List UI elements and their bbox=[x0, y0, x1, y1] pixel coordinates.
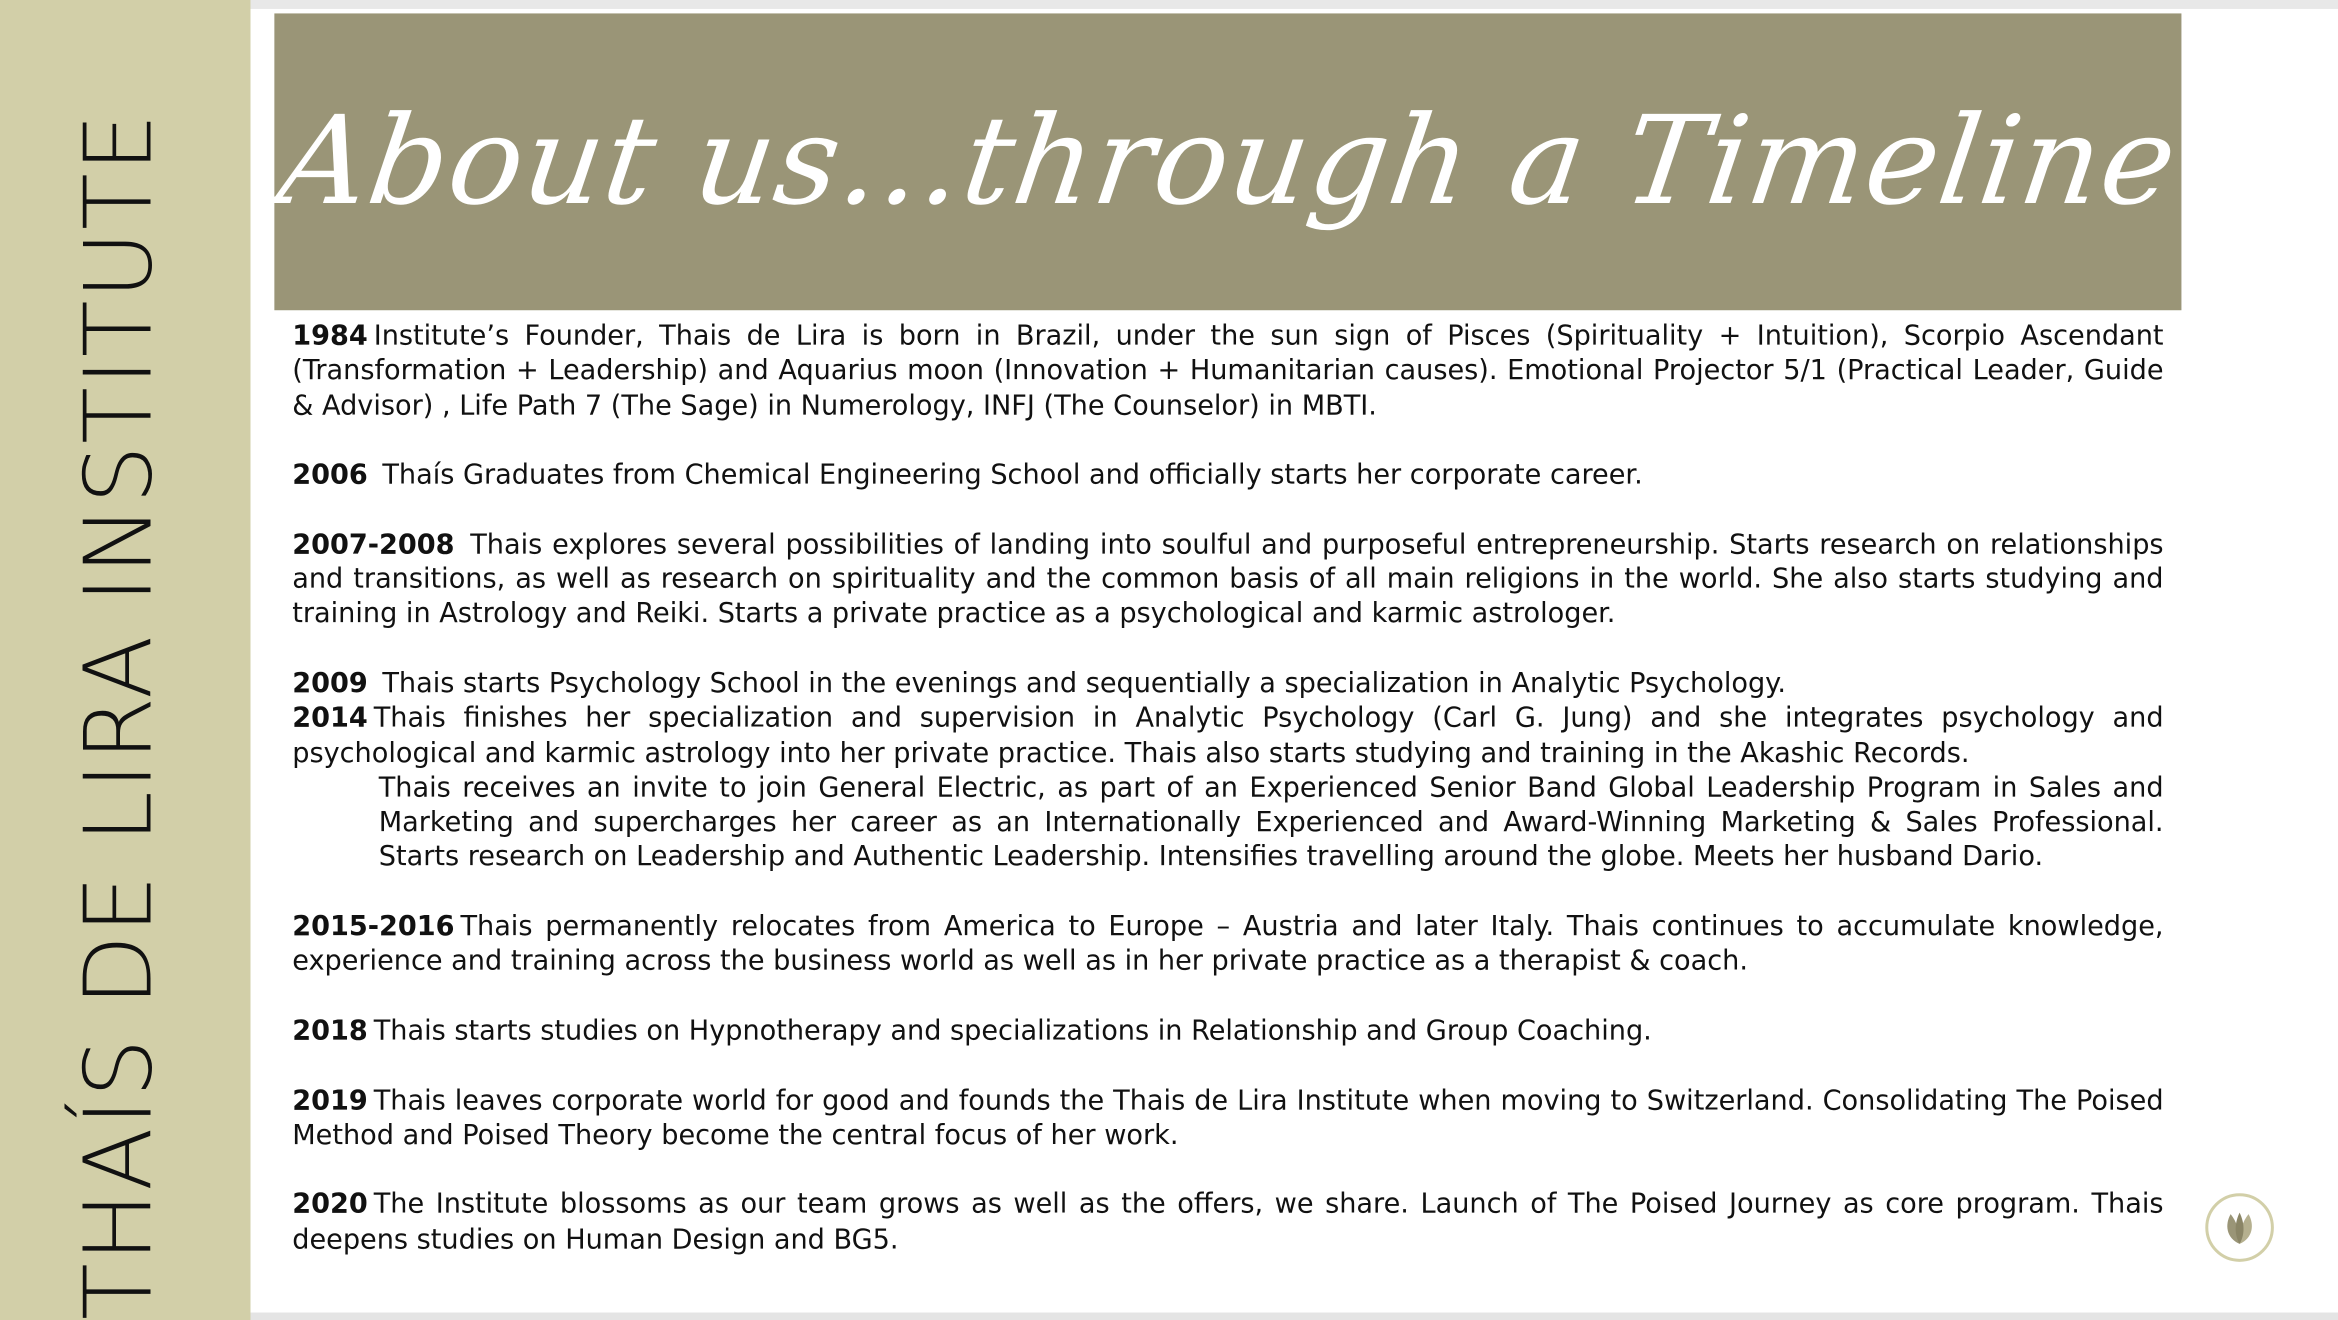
timeline-year: 2018 bbox=[292, 1015, 368, 1047]
timeline-entry-2006 bbox=[292, 458, 2163, 493]
timeline-year: 2006 bbox=[292, 459, 368, 491]
timeline-text: Thaís Graduates from Chemical Engineering School and officially starts her corporate career. bbox=[373, 459, 1643, 491]
top-divider bbox=[0, 0, 2338, 9]
timeline-text: Thais starts Psychology School in the evenings and sequentially a specialization in Analytic Psychology. bbox=[373, 668, 1786, 700]
banner-title: About us…through a Timeline bbox=[270, 90, 2186, 233]
timeline-text: Thais leaves corporate world for good and founds the Thais de Lira Institute when moving to Switzerland. Consolidating The Poised Method and Poised Theory become the central focus of her work. bbox=[292, 1085, 2164, 1152]
sidebar-title: THAÍS DE LIRA INSTITUTE bbox=[64, 111, 173, 1320]
timeline-entry-2020 bbox=[292, 1188, 2163, 1257]
timeline-year: 2020 bbox=[292, 1189, 368, 1221]
timeline bbox=[292, 319, 2163, 1257]
title-banner bbox=[270, 13, 2186, 310]
timeline-entry-2014-continued bbox=[292, 771, 2163, 875]
lotus-leaf-icon bbox=[2205, 1193, 2274, 1262]
timeline-year: 2007-2008 bbox=[292, 529, 455, 561]
timeline-text: Institute’s Founder, Thais de Lira is born in Brazil, under the sun sign of Pisces (Spirituality + Intuition), Scorpio Ascendant (Transformation + Leadership) and Aquarius moon (Innovation + Humanitarian causes). Emotional Projector 5/1 (Practical Leader, Guide & Advisor) , Life Path 7 (The Sage) in Numerology, INFJ (The Counselor) in MBTI. bbox=[292, 320, 2164, 422]
timeline-entry-2009 bbox=[292, 667, 2163, 702]
timeline-text: Thais permanently relocates from America to Europe – Austria and later Italy. Thais continues to accumulate knowledge, experience and training across the business world as well as in her private practice as a therapist & coach. bbox=[292, 911, 2164, 978]
timeline-year: 2009 bbox=[292, 668, 368, 700]
timeline-text: Thais explores several possibilities of landing into soulful and purposeful entrepreneurship. Starts research on relationships and transitions, as well as research on spirituality and the common basis of all main religions in the world. She also starts studying and training in Astrology and Reiki. Starts a private practice as a psychological and karmic astrologer. bbox=[292, 529, 2164, 630]
timeline-year: 1984 bbox=[292, 320, 368, 353]
timeline-text: Thais starts studies on Hypnotherapy and specializations in Relationship and Group Coaching. bbox=[373, 1015, 1652, 1047]
timeline-entry-2018 bbox=[292, 1014, 2163, 1049]
timeline-entry-1984 bbox=[292, 319, 2163, 423]
timeline-year: 2014 bbox=[292, 702, 368, 735]
timeline-entry-2019 bbox=[292, 1084, 2163, 1153]
timeline-year: 2015-2016 bbox=[292, 911, 455, 943]
timeline-year: 2019 bbox=[292, 1085, 368, 1117]
timeline-entry-2015-2016 bbox=[292, 910, 2163, 979]
bottom-divider bbox=[250, 1313, 2337, 1320]
timeline-text: Thais finishes her specialization and supervision in Analytic Psychology (Carl G. Jung) and she integrates psychology and psychological and karmic astrology into her private practice. Thais also starts studying and training in the Akashic Records. bbox=[292, 702, 2164, 769]
timeline-entry-2007-2008 bbox=[292, 528, 2163, 632]
timeline-text: Thais receives an invite to join General Electric, as part of an Experienced Senior Band Global Leadership Program in Sales and Marketing and supercharges her career as an Internationally Experienced and Award-Winning Marketing & Sales Professional. Starts research on Leadership and Authentic Leadership. Intensifies travelling around the globe. Meets her husband Dario. bbox=[378, 772, 2164, 874]
sidebar bbox=[0, 0, 250, 1320]
timeline-entry-2014 bbox=[292, 701, 2163, 770]
timeline-text: The Institute blossoms as our team grows as well as the offers, we share. Launch of The Poised Journey as core program. Thais deepens studies on Human Design and BG5. bbox=[292, 1189, 2164, 1256]
